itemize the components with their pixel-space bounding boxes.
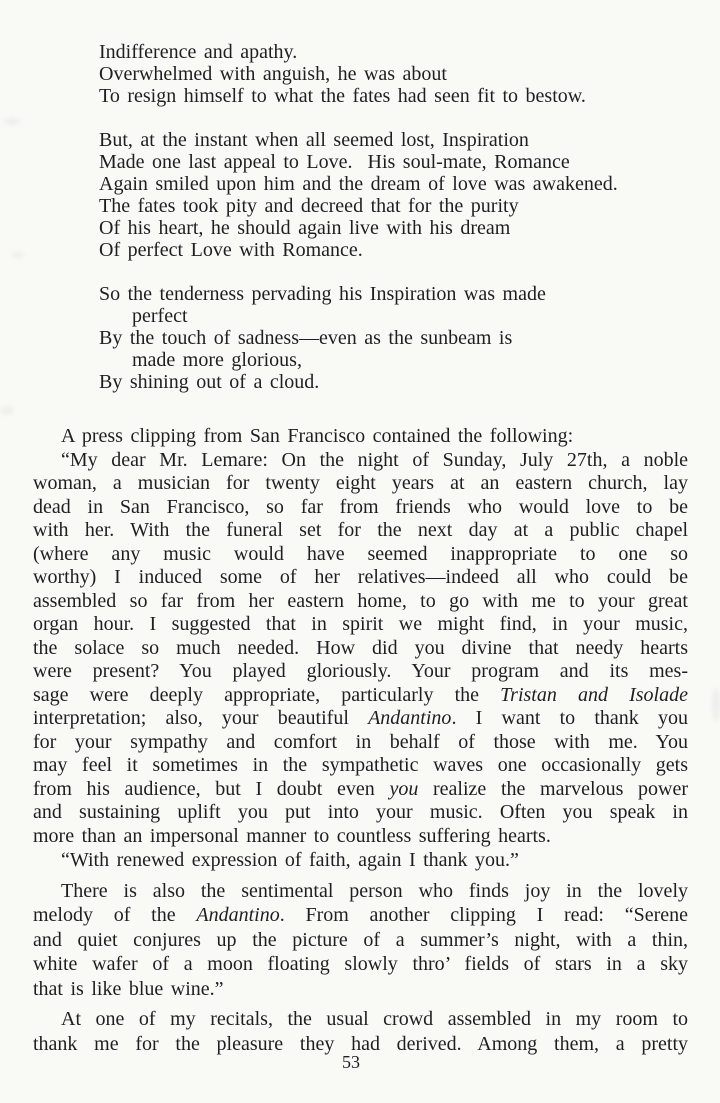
page-number: 53 [342, 1052, 360, 1072]
text-run: thank me for the pleasure they had derived. Among them, a pretty [33, 1032, 688, 1055]
text-run: . I want to thank you [451, 707, 688, 729]
text-run: sage were deeply appropriate, particularly the [33, 683, 501, 706]
poem-stanza [99, 129, 618, 261]
prose-line [33, 928, 688, 953]
prose-line [33, 496, 688, 520]
prose-line [33, 472, 688, 496]
prose-line [33, 519, 688, 543]
poem-line: made more glorious, [132, 349, 302, 371]
prose-line [33, 825, 688, 849]
poem-line: Overwhelmed with anguish, he was about [99, 63, 447, 85]
prose-line [33, 848, 688, 873]
text-run: melody of the [33, 904, 197, 926]
text-run: dead in San Francisco, so far from friends who would love to be [33, 495, 688, 518]
prose-line [33, 731, 688, 755]
text-run: from his audience, but I doubt even [33, 777, 390, 800]
prose-line [33, 590, 688, 614]
poem-line: So the tenderness pervading his Inspiration was made [99, 283, 546, 305]
prose-line [33, 425, 688, 449]
prose-line [33, 903, 688, 928]
poem-line: By the touch of sadness—even as the sunbeam is [99, 327, 513, 349]
text-run: and quiet conjures up the picture of a summer’s night, with a thin, [33, 928, 688, 951]
prose [33, 425, 688, 1056]
prose-line [33, 754, 688, 778]
prose-paragraph-letter-close [33, 848, 688, 873]
text-run: “My dear Mr. Lemare: On the night of Sunday, July 27th, a noble [61, 448, 688, 471]
prose-line [33, 1007, 688, 1032]
poem-line: Made one last appeal to Love. His soul-mate, Romance [99, 151, 570, 173]
italic-text: Andantino [196, 904, 280, 926]
text-run: with her. With the funeral set for the next day at a public chapel [33, 519, 688, 541]
prose-line [33, 801, 688, 825]
poem-line: To resign himself to what the fates had seen fit to bestow. [99, 85, 586, 107]
text-run: A press clipping from San Francisco contained the following: [61, 425, 574, 447]
prose-line [33, 637, 688, 661]
prose-paragraph-sentimental-person [33, 879, 688, 1002]
poem-line: The fates took pity and decreed that for the purity [99, 195, 519, 217]
prose-line [33, 684, 688, 708]
poem-line: perfect [132, 305, 188, 327]
text-run: assembled so far from her eastern home, to go with me to your great [33, 589, 688, 612]
text-run: more than an impersonal manner to countless suffering hearts. [33, 824, 551, 847]
italic-text: Tristan and Isolade [500, 683, 688, 706]
text-run: woman, a musician for twenty eight years at an eastern church, lay [33, 472, 688, 494]
prose-line [33, 566, 688, 590]
text-run: . From another clipping I read: “Serene [279, 904, 689, 926]
scan-smudge [712, 688, 720, 722]
text-run: (where any music would have seemed inappropriate to one so [33, 542, 688, 565]
prose-line [33, 660, 688, 684]
prose-line [33, 707, 688, 731]
prose-line [33, 778, 688, 802]
text-run: interpretation; also, your beautiful [33, 707, 369, 729]
poem-line: By shining out of a cloud. [99, 371, 320, 393]
text-run: were present? You played gloriously. Your program and its mes- [33, 660, 688, 682]
poem-line: Of his heart, he should again live with his dream [99, 217, 511, 239]
scan-smudge [4, 118, 20, 125]
prose-line [33, 952, 688, 977]
poem-line: But, at the instant when all seemed lost, Inspiration [99, 129, 529, 151]
text-run: At one of my recitals, the usual crowd assembled in my room to [61, 1008, 688, 1030]
prose-paragraph-letter [33, 449, 688, 849]
prose-line [33, 449, 688, 473]
italic-text: you [389, 777, 419, 800]
text-run: organ hour. I suggested that in spirit we might find, in your music, [33, 613, 688, 635]
prose-line [33, 613, 688, 637]
poem [99, 41, 618, 415]
scan-smudge [12, 252, 24, 258]
text-run: for your sympathy and comfort in behalf of those with me. You [33, 730, 688, 753]
prose-paragraph-recitals [33, 1007, 688, 1056]
text-run: and sustaining uplift you put into your music. Often you speak in [33, 801, 688, 823]
text-run: There is also the sentimental person who finds joy in the lovely [61, 879, 688, 902]
poem-stanza [99, 283, 618, 393]
prose-paragraph-press-clipping-intro [33, 425, 688, 449]
text-run: worthy) I induced some of her relatives—indeed all who could be [33, 566, 688, 588]
poem-stanza [99, 41, 618, 107]
scan-smudge [0, 406, 14, 415]
text-run: may feel it sometimes in the sympathetic waves one occasionally gets [33, 754, 688, 776]
text-run: the solace so much needed. How did you divine that needy hearts [33, 636, 688, 659]
text-run: that is like blue wine.” [33, 977, 224, 1000]
poem-line: Of perfect Love with Romance. [99, 239, 363, 261]
prose-line [33, 543, 688, 567]
text-run: white wafer of a moon floating slowly thro’ fields of stars in a sky [33, 953, 688, 975]
prose-line [33, 879, 688, 904]
prose-line [33, 977, 688, 1002]
text-run: realize the marvelous power [418, 777, 688, 800]
text-run: “With renewed expression of faith, again I thank you.” [61, 849, 519, 871]
poem-line: Indifference and apathy. [99, 41, 298, 63]
poem-line: Again smiled upon him and the dream of love was awakened. [99, 173, 618, 195]
italic-text: Andantino [368, 707, 452, 729]
